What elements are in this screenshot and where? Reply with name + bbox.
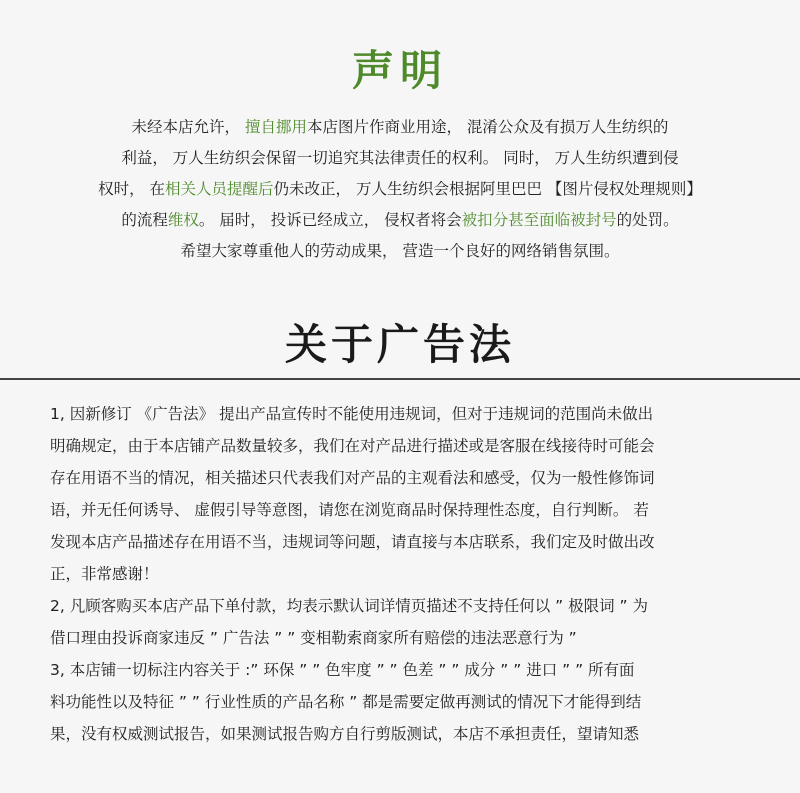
statement-text: 。 届时， 投诉已经成立， 侵权者将会 [198,211,462,229]
ad-law-title: 关于广告法 [284,320,515,369]
statement-line [40,174,760,205]
statement-highlight: 相关人员提醒后 [165,180,274,198]
statement-line [40,143,760,174]
statement-title: 声明 [351,46,448,95]
ad-law-line: 料功能性以及特征 ” ” 行业性质的产品名称 ” 都是需要定做再测试的情况下才能得到结 [50,693,642,711]
ad-law-line: 存在用语不当的情况，相关描述只代表我们对产品的主观看法和感受，仅为一般性修饰词 [50,469,655,487]
ad-law-line: 2, 凡顾客购买本店产品下单付款，均表示默认词详情页描述不支持任何以 ” 极限词 ” 为 [50,597,648,615]
ad-law-line: 正，非常感谢！ [50,565,159,583]
statement-text: 未经本店允许， [131,118,245,136]
ad-law-line: 语，并无任何诱导、 虚假引导等意图，请您在浏览商品时保持理性态度，自行判断。 若 [50,501,649,519]
ad-law-line: 明确规定，由于本店铺产品数量较多，我们在对产品进行描述或是客服在线接待时可能会 [50,437,655,455]
statement-line [40,236,760,267]
statement-line [40,205,760,236]
statement-highlight: 擅自挪用 [244,118,307,136]
ad-law-line: 3, 本店铺一切标注内容关于 :” 环保 ” ” 色牢度 ” ” 色差 ” ” 成分 ” ” 进口 ” ” 所有面 [50,661,635,679]
statement-text: 本店图片作商业用途， 混淆公众及有损万人生纺织的 [307,118,669,136]
ad-law-line: 发现本店产品描述存在用语不当，违规词等问题，请直接与本店联系，我们定及时做出改 [50,533,655,551]
statement-body [40,112,760,267]
statement-highlight: 维权 [167,211,199,229]
statement-text: 利益， 万人生纺织会保留一切追究其法律责任的权利。 同时， 万人生纺织遭到侵 [121,149,679,167]
ad-law-line: 借口理由投诉商家违反 ” 广告法 ” ” 变相勒索商家所有赔偿的违法恶意行为 ” [50,629,577,647]
statement-text: 仍未改正， 万人生纺织会根据阿里巴巴 【图片侵权处理规则】 [273,180,702,198]
statement-highlight: 被扣分甚至面临被封号 [461,211,617,229]
ad-law-line: 果，没有权威测试报告，如果测试报告购方自行剪版测试，本店不承担责任，望请知悉 [50,725,640,743]
ad-law-line: 1, 因新修订 《广告法》 提出产品宣传时不能使用违规词，但对于违规词的范围尚未做出 [50,405,654,423]
statement-text: 的流程 [121,211,168,229]
statement-text: 的处罚。 [616,211,679,229]
ad-law-body [50,398,750,750]
section-divider [0,378,800,380]
statement-line [40,112,760,143]
statement-text: 希望大家尊重他人的劳动成果， 营造一个良好的网络销售氛围。 [180,242,620,260]
statement-text: 权时， 在 [98,180,166,198]
